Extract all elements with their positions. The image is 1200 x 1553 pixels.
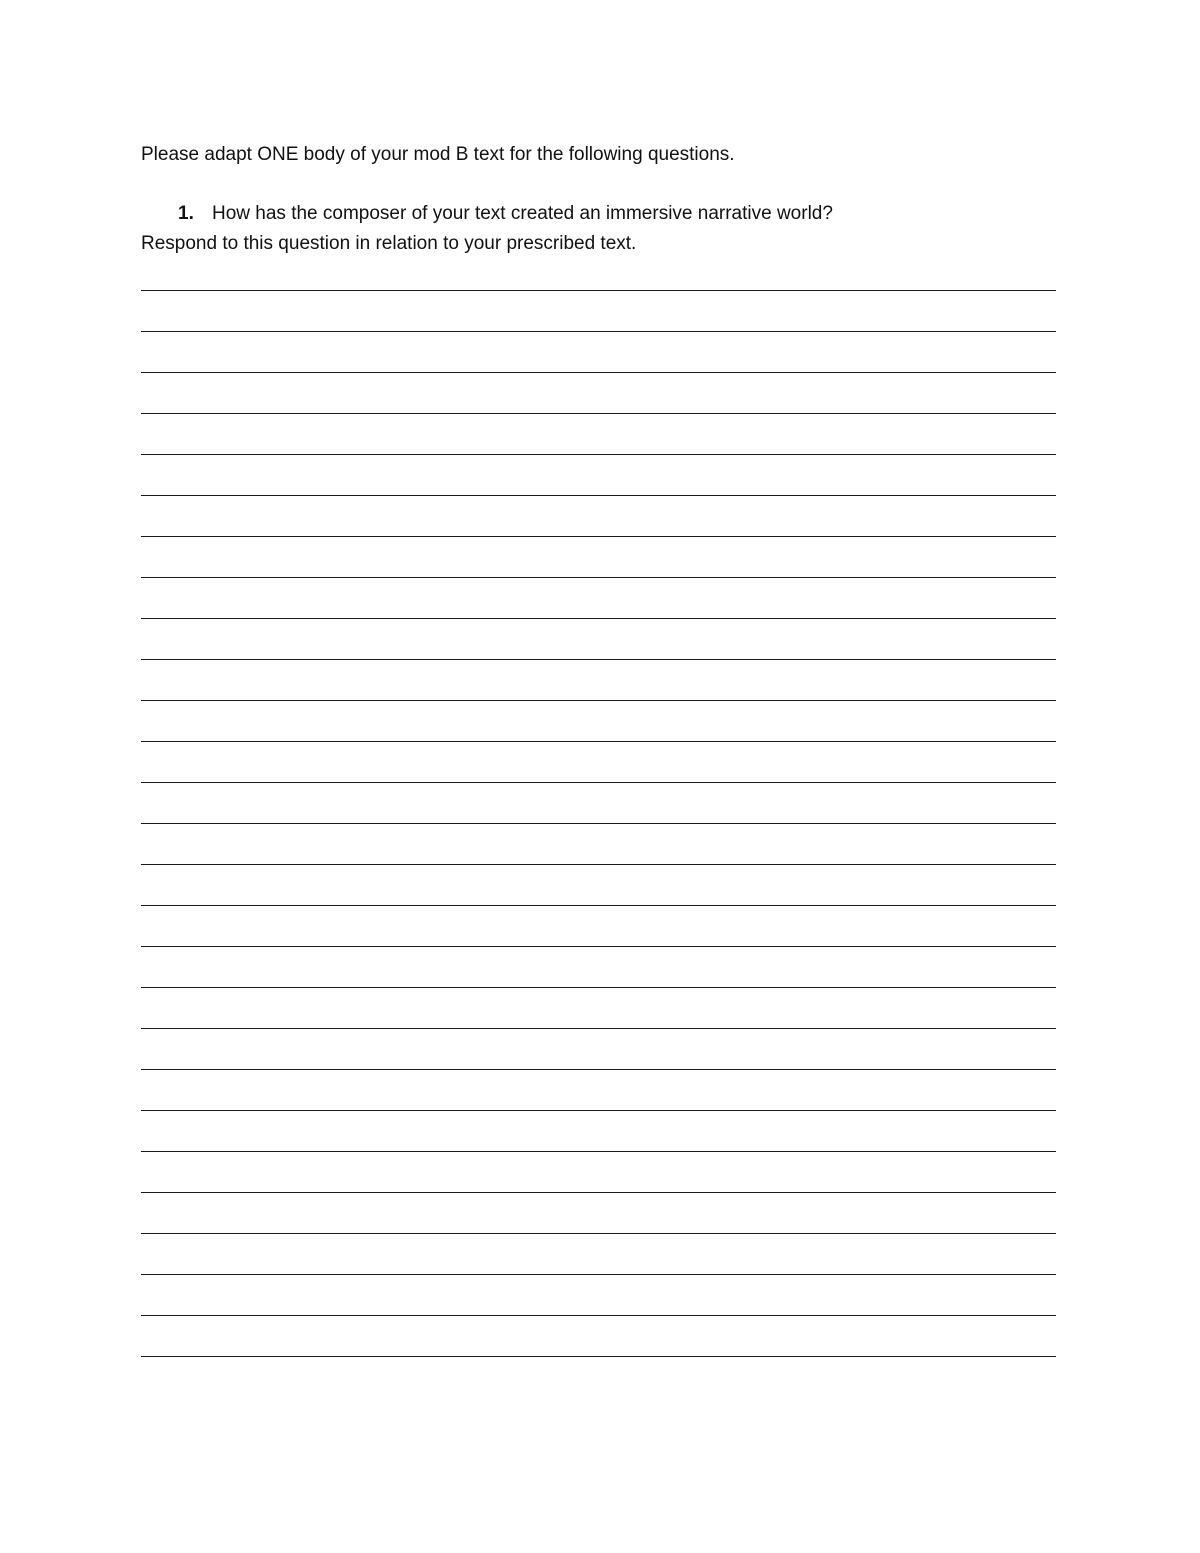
answer-line	[141, 823, 1056, 824]
answer-line	[141, 1192, 1056, 1193]
answer-line	[141, 536, 1056, 537]
answer-line	[141, 987, 1056, 988]
answer-line	[141, 331, 1056, 332]
answer-line	[141, 1315, 1056, 1316]
answer-line	[141, 1356, 1056, 1357]
answer-line	[141, 618, 1056, 619]
answer-line	[141, 413, 1056, 414]
answer-line	[141, 905, 1056, 906]
answer-line	[141, 1233, 1056, 1234]
answer-line	[141, 659, 1056, 660]
answer-line	[141, 946, 1056, 947]
question-1	[178, 202, 833, 226]
answer-line	[141, 782, 1056, 783]
answer-line	[141, 1069, 1056, 1070]
answer-line	[141, 1151, 1056, 1152]
answer-line	[141, 495, 1056, 496]
answer-line	[141, 1274, 1056, 1275]
answer-line	[141, 700, 1056, 701]
instruction-text: Respond to this question in relation to your prescribed text.	[141, 233, 637, 254]
answer-lines	[141, 290, 1056, 1397]
answer-line	[141, 577, 1056, 578]
answer-line	[141, 372, 1056, 373]
answer-line	[141, 1110, 1056, 1111]
intro-text: Please adapt ONE body of your mod B text for the following questions.	[141, 144, 735, 165]
answer-line	[141, 290, 1056, 291]
answer-line	[141, 454, 1056, 455]
question-text: How has the composer of your text created an immersive narrative world?	[212, 203, 833, 224]
answer-line	[141, 864, 1056, 865]
answer-line	[141, 741, 1056, 742]
question-number: 1.	[178, 203, 194, 224]
answer-line	[141, 1028, 1056, 1029]
